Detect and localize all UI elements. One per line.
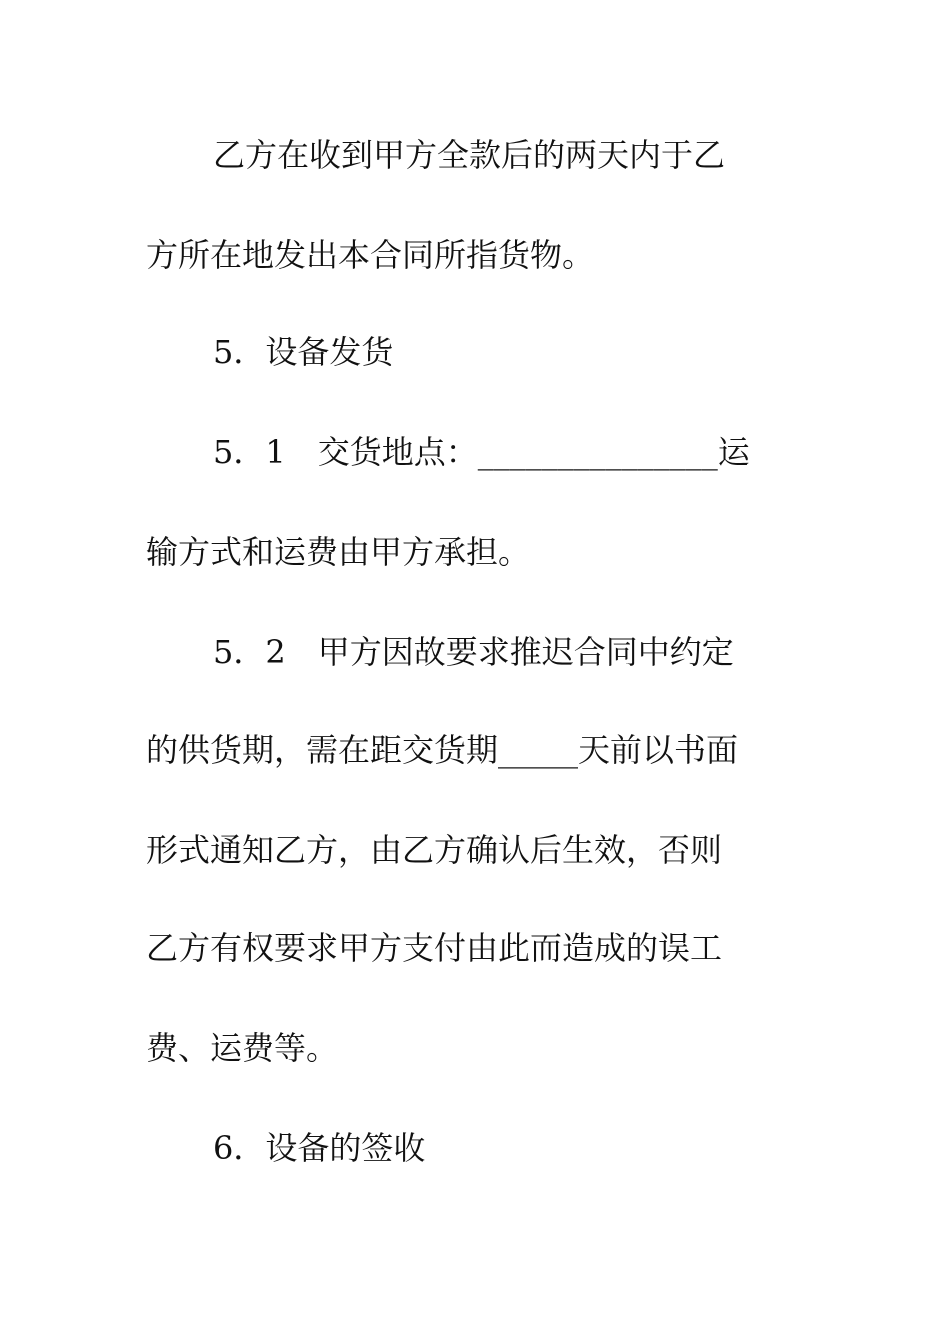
paragraph-line: 的供货期，需在距交货期_____天前以书面 <box>146 731 739 769</box>
paragraph-line: 5．2 甲方因故要求推迟合同中约定 <box>213 633 734 671</box>
paragraph-line: 输方式和运费由甲方承担。 <box>146 533 531 571</box>
paragraph-line: 形式通知乙方，由乙方确认后生效，否则 <box>146 831 723 869</box>
paragraph-line: 方所在地发出本合同所指货物。 <box>146 236 595 274</box>
paragraph-line: 费、运费等。 <box>146 1029 339 1067</box>
paragraph-line: 5．1 交货地点：_______________运 <box>213 433 750 471</box>
section-heading: 6．设备的签收 <box>213 1129 426 1167</box>
paragraph-line: 乙方有权要求甲方支付由此而造成的误工 <box>146 929 723 967</box>
section-heading: 5．设备发货 <box>213 333 394 371</box>
paragraph-line: 乙方在收到甲方全款后的两天内于乙 <box>213 136 726 174</box>
